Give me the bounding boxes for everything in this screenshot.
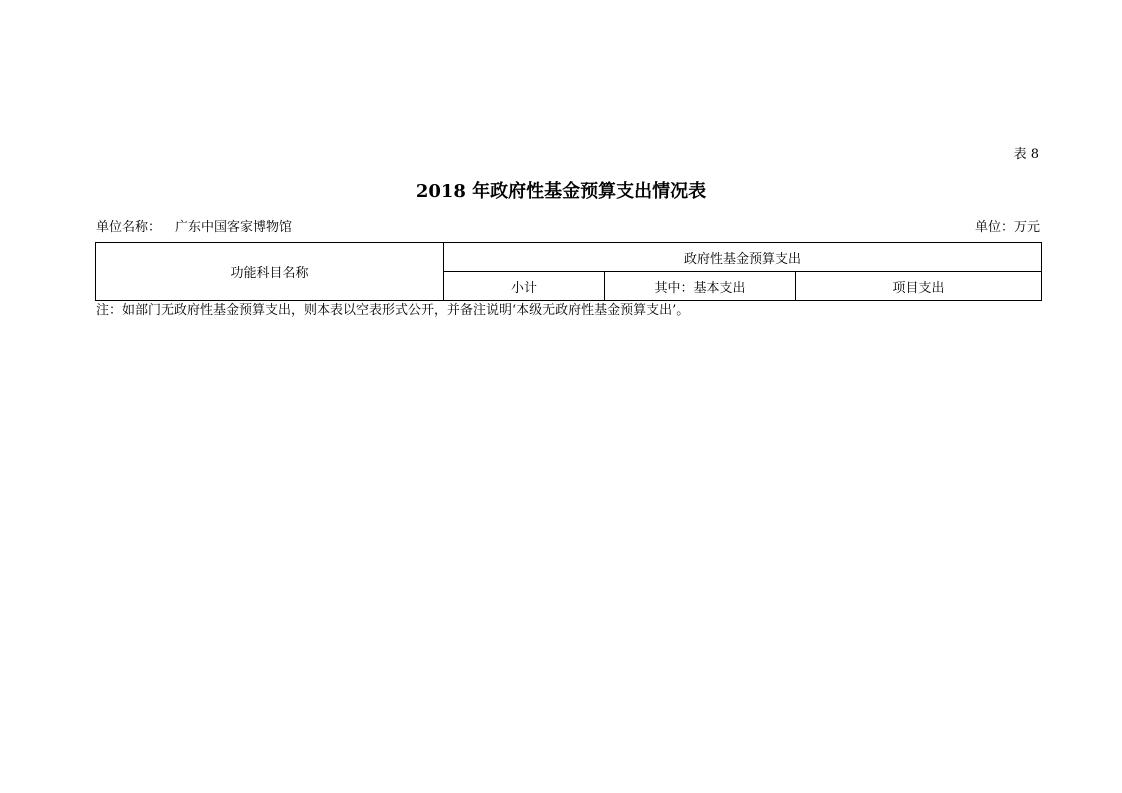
group-header-cell: 政府性基金预算支出 [444, 243, 1042, 272]
column-header-project-expenditure: 项目支出 [796, 272, 1042, 301]
footnote: 注：如部门无政府性基金预算支出，则本表以空表形式公开，并备注说明‘本级无政府性基金预算支出’。 [96, 303, 690, 318]
column-header-subtotal: 小计 [444, 272, 605, 301]
money-unit-label: 单位：万元 [974, 220, 1040, 235]
unit-name-value: 广东中国客家博物馆 [175, 220, 293, 235]
budget-table [95, 242, 1042, 301]
column-header-basic-expenditure: 其中：基本支出 [605, 272, 796, 301]
page-title: 2018 年政府性基金预算支出情况表 [415, 181, 707, 202]
unit-name-label: 单位名称： [96, 220, 162, 235]
table-number: 表 8 [1013, 147, 1039, 162]
table-header-row [96, 243, 1042, 272]
unit-info-line [96, 219, 1040, 237]
row-header-cell: 功能科目名称 [96, 243, 444, 301]
unit-name-group [96, 219, 292, 237]
